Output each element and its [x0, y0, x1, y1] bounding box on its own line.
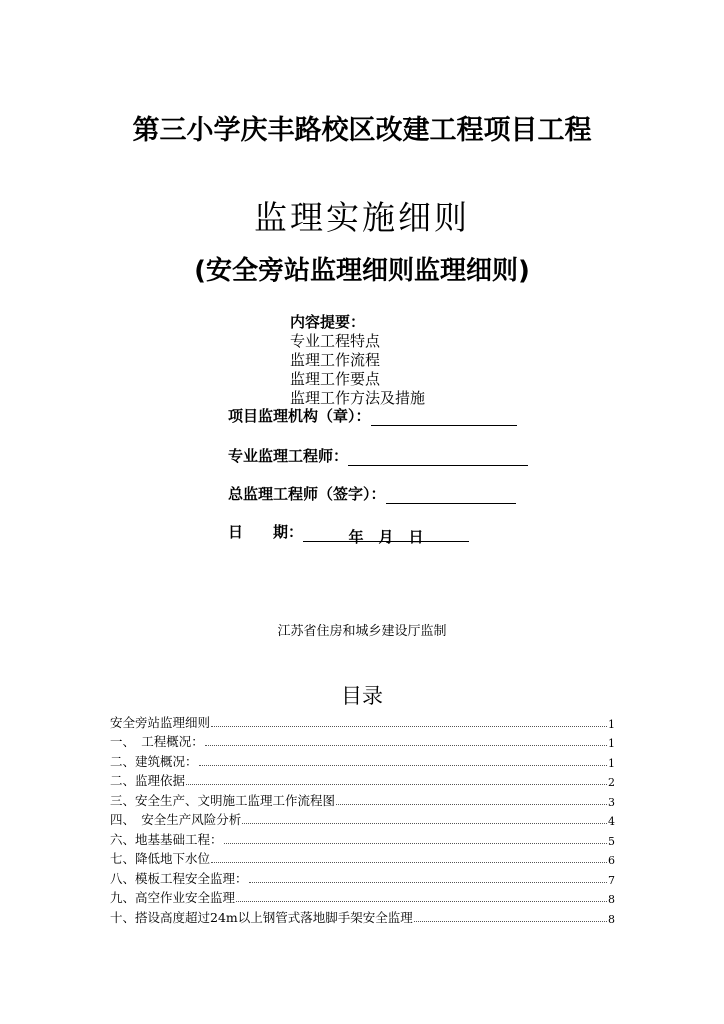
- toc-entry[interactable]: [110, 867, 615, 887]
- toc-entry-text: 六、地基基础工程：: [110, 831, 223, 847]
- engineer-line[interactable]: [348, 450, 528, 466]
- toc-entry-page: 3: [608, 795, 615, 809]
- toc-entry-page: 2: [608, 776, 615, 789]
- toc-entry[interactable]: [110, 809, 615, 829]
- toc-entry[interactable]: [110, 887, 615, 907]
- summary-item: 监理工作要点: [290, 370, 381, 388]
- document-subtitle-note: (安全旁站监理细则监理细则): [194, 256, 530, 286]
- chief-engineer-line[interactable]: [386, 488, 516, 504]
- date-field: [228, 521, 469, 546]
- summary-item: 专业工程特点: [290, 332, 381, 350]
- toc-leader-dots: [336, 804, 607, 805]
- toc-leader-dots: [211, 862, 607, 863]
- toc-leader-dots: [205, 745, 607, 746]
- chief-engineer-label: 总监理工程师（签字）：: [228, 485, 386, 503]
- toc-entry-text: 九、高空作业安全监理: [110, 890, 236, 905]
- toc-entry-text: 四、 安全生产风险分析: [110, 812, 242, 827]
- org-seal-field: [228, 405, 517, 426]
- toc-leader-dots: [211, 726, 607, 727]
- toc-entry-page: 4: [608, 815, 615, 828]
- toc-entry[interactable]: [110, 906, 615, 926]
- toc-entry-page: 1: [608, 756, 615, 770]
- toc-entry-text: 三、安全生产、文明施工监理工作流程图: [110, 792, 336, 808]
- summary-block: [290, 313, 425, 408]
- toc-entry-text: 安全旁站监理细则: [110, 714, 211, 730]
- toc-leader-dots: [199, 765, 607, 766]
- toc-entry-page: 1: [608, 717, 615, 731]
- toc-entry[interactable]: [110, 731, 615, 751]
- toc-entry-page: 1: [608, 737, 615, 750]
- toc-leader-dots: [236, 901, 607, 902]
- toc-leader-dots: [242, 823, 607, 824]
- date-label: 日 期：: [228, 523, 304, 541]
- toc-leader-dots: [186, 784, 607, 785]
- toc-entry-page: 5: [608, 834, 615, 848]
- summary-item: 监理工作方法及措施: [290, 389, 426, 407]
- toc-title: 目录: [341, 684, 383, 708]
- document-subtitle: 监理实施细则: [254, 198, 470, 237]
- toc-leader-dots: [224, 843, 607, 844]
- toc-entry-text: 十、搭设高度超过24m以上钢管式落地脚手架安全监理: [110, 909, 413, 925]
- toc-entry[interactable]: [110, 770, 615, 790]
- document-title: 第三小学庆丰路校区改建工程项目工程: [132, 115, 592, 146]
- toc-entry[interactable]: [110, 848, 615, 868]
- date-value[interactable]: 年 月 日: [303, 526, 469, 542]
- engineer-field: [228, 445, 528, 466]
- toc-entry-page: 7: [608, 873, 615, 887]
- engineer-label: 专业监理工程师：: [228, 447, 349, 465]
- toc-entry-page: 8: [608, 893, 615, 906]
- toc-entry-text: 二、建筑概况：: [110, 753, 198, 769]
- toc-leader-dots: [249, 882, 607, 883]
- toc-entry-page: 8: [608, 912, 615, 926]
- toc-entry-text: 二、监理依据: [110, 773, 186, 788]
- toc-entry-text: 七、降低地下水位: [110, 851, 211, 866]
- toc-entry-text: 八、模板工程安全监理：: [110, 870, 248, 886]
- issuer-text: 江苏省住房和城乡建设厅监制: [277, 624, 447, 639]
- chief-engineer-field: [228, 483, 516, 504]
- summary-heading: 内容提要：: [290, 313, 366, 331]
- toc-entry[interactable]: [110, 711, 615, 731]
- toc-entry[interactable]: [110, 789, 615, 809]
- summary-item: 监理工作流程: [290, 351, 381, 369]
- table-of-contents: [110, 711, 615, 926]
- toc-leader-dots: [414, 921, 607, 922]
- toc-entry[interactable]: [110, 828, 615, 848]
- toc-entry-page: 6: [608, 854, 615, 867]
- toc-entry[interactable]: [110, 750, 615, 770]
- toc-entry-text: 一、 工程概况：: [110, 734, 204, 749]
- org-seal-line[interactable]: [371, 410, 517, 426]
- org-seal-label: 项目监理机构（章）：: [228, 407, 371, 425]
